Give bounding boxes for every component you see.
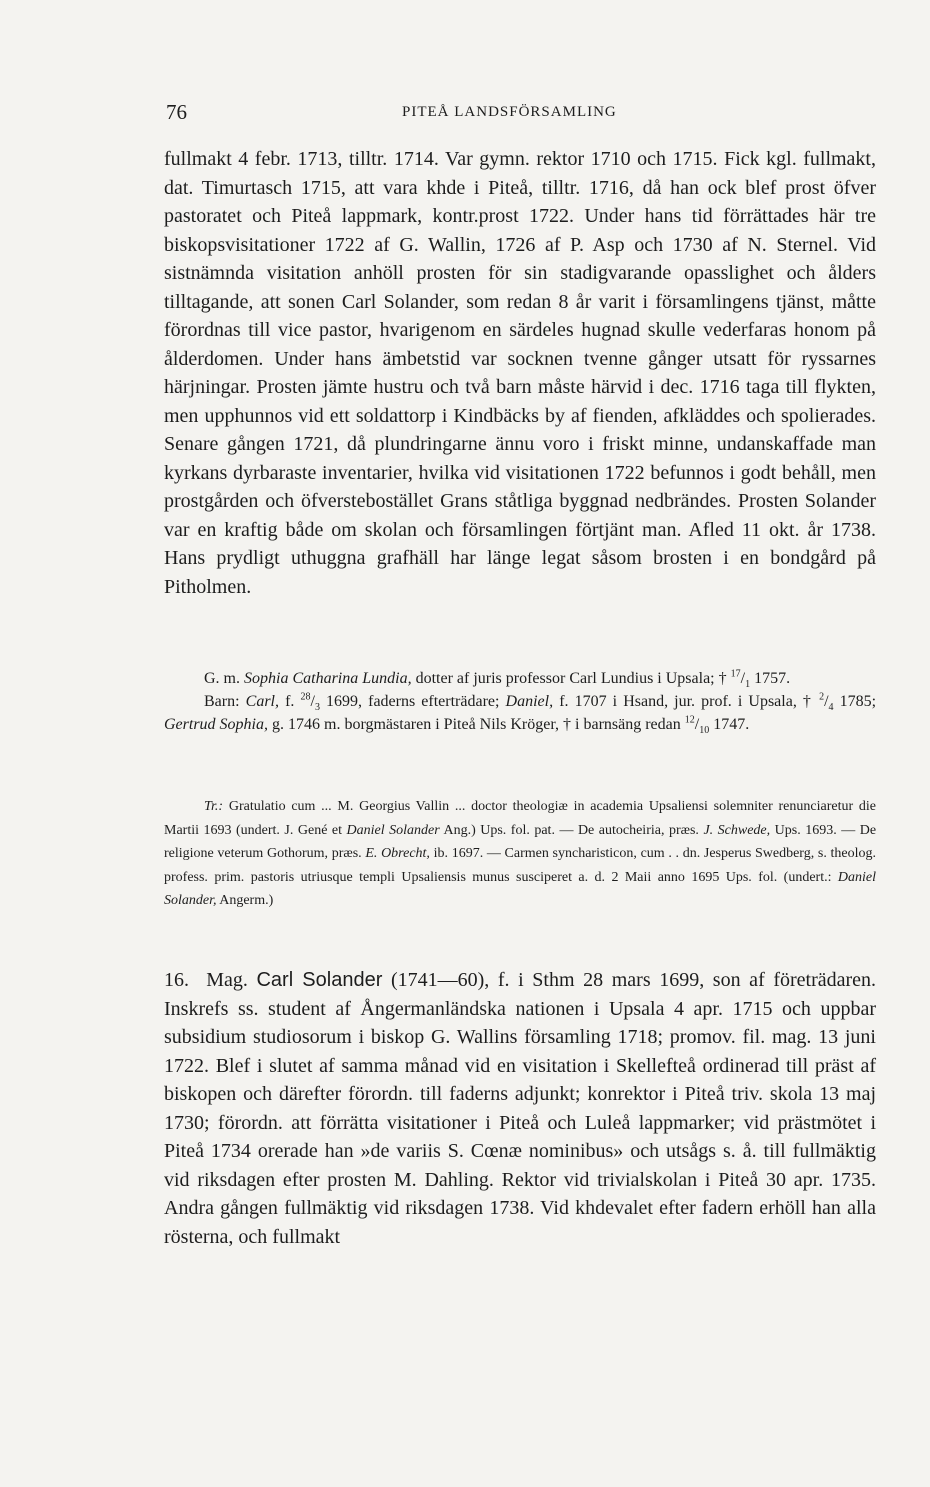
writings-section bbox=[164, 795, 876, 913]
child-carl: Carl, bbox=[245, 693, 279, 710]
writing-1-author: Daniel Solander bbox=[346, 822, 440, 838]
writing-4-author: Daniel Solander, bbox=[164, 869, 876, 908]
entry-person-name: Carl Solander bbox=[256, 969, 383, 991]
child-gertrud: Gertrud Sophia, bbox=[164, 716, 268, 733]
entry-16 bbox=[164, 966, 876, 1251]
children-label: Barn: bbox=[204, 693, 240, 710]
child-carl-born: f. bbox=[285, 693, 295, 710]
writing-4: ib. 1697. — Carmen syncharisticon, cum . . dn. Jesperus Swedberg, s. theolog. profess. prim. pastoris utriusque templi Upsaliensis munus susciperet a. d. 2 Maii anno 1695 Ups. fol. (undert.: bbox=[164, 846, 877, 885]
child-gertrud-death-month: 10 bbox=[699, 725, 710, 737]
running-title: PITEÅ LANDSFÖRSAMLING bbox=[402, 104, 617, 120]
writing-4-origin: Angerm.) bbox=[219, 893, 274, 908]
child-daniel: Daniel, bbox=[505, 693, 554, 710]
writing-2-praeses: J. Schwede, bbox=[703, 822, 771, 838]
writings-text bbox=[164, 795, 876, 913]
children-line: Barn: Carl, f. $^{28}/_3$ 1699, faderns efterträdare; Daniel, f. 1707 i Hsand, jur. prof. i Upsala, † $^2/_4$ 1785; Gertrud Sophia, g. 1746 m. borgmästaren i Piteå Nils Kröger, † i barnsäng redan $^{12}/_{10}$ 1747. bbox=[164, 691, 877, 737]
marriage-prefix: G. m. bbox=[204, 670, 240, 687]
writings-label: Tr.: bbox=[204, 799, 224, 814]
biography-text: fullmakt 4 febr. 1713, tilltr. 1714. Var gymn. rektor 1710 och 1715. Fick kgl. fullmakt, dat. Timurtasch 1715, att vara khde i Piteå, tilltr. 1716, då han ock blef prost öfver pastoratet och Piteå lappmark, kontr.prost 1722. Under hans tid förrättades här tre biskopsvisitationer 1722 af G. Wallin, 1726 af P. Asp och 1730 af N. Sternel. Vid sistnämnda visitation anhöll prosten för sin stadigvarande opasslighet och ålders tilltagande, att sonen Carl Solander, som redan 8 år varit i församlingens tjänst, måtte förordnas till vice pastor, hvarigenom en särdeles hugnad skulle vederfaras honom på ålderdomen. Under hans ämbetstid var socknen tvenne gånger utsatt för ryssarnes härjningar. Prosten jämte hustru och två barn måste härvid i dec. 1716 taga till flykten, men upphunnos vid ett soldattorp i Kindbäcks by af fienden, afkläddes och spolierades. Senare gången 1721, då plundringarne ännu voro i friskt minne, undanskaffade man kyrkans dyrbaraste inventarier, hvilka vid visitationen 1722 befunnos i godt behåll, men prostgården och öfverstebostället Grans ståtliga byggnad nedbrändes. Prosten Solander var en kraftig både om skolan och församlingen förtjänt man. Afled 11 okt. år 1738. Hans prydligt uthuggna grafhäll har länge legat såsom brosten i en bondgård på Pitholmen. bbox=[164, 148, 876, 598]
writing-3: Ups. 1693. — De religione veterum Gothorum, præs. bbox=[164, 822, 877, 861]
wife-details: dotter af juris professor Carl Lundius i Upsala; † bbox=[415, 670, 727, 687]
page-header bbox=[166, 100, 876, 130]
child-gertrud-details: g. 1746 m. borgmästaren i Piteå Nils Kröger, † i barnsäng redan bbox=[272, 716, 681, 733]
wife-death-day: 17 bbox=[730, 668, 741, 680]
entry-biography: (1741—60), f. i Sthm 28 mars 1699, son af företrädaren. Inskrefs ss. student af Ångermanländska nationen i Upsala 4 apr. 1715 och uppbar subsidium studiosorum i biskop G. Wallins församling 1718; promov. fil. mag. 13 juni 1722. Blef i slutet af samma månad vid en visitation i Skellefteå ordinerad till präst af biskopen och därefter förordn. till faderns adjunkt; konrektor i Piteå triv. skola 13 maj 1730; förordn. att förrätta visitationer i Piteå och Luleå lappmarker; vid prästmötet i Piteå 1734 orerade han »de variis S. Cœnæ nominibus» och utsågs s. å. till fullmäktig vid riksdagen efter prosten M. Dahling. Rektor vid trivialskolan i Piteå 30 apr. 1735. Andra gången fullmäktig vid riksdagen 1738. Vid khdevalet efter fadern erhöll han alla rösterna, och fullmakt bbox=[164, 969, 877, 1248]
child-carl-details: 1699, faderns efterträdare; bbox=[326, 693, 500, 710]
entry-16-text bbox=[164, 966, 876, 1251]
child-daniel-death-day: 2 bbox=[819, 691, 825, 703]
entry-title: Mag. bbox=[206, 969, 248, 991]
wife-name: Sophia Catharina Lundia, bbox=[244, 670, 412, 687]
writing-1: Gratulatio cum ... M. Georgius Vallin ... doctor theologiæ in academia Upsaliensi solemniter renunciaretur die Martii 1693 (undert. J. Gené et bbox=[164, 799, 876, 838]
writing-2: Ang.) Ups. fol. pat. — De autocheiria, præs. bbox=[443, 822, 699, 838]
child-daniel-death-month: 4 bbox=[828, 702, 834, 714]
child-carl-birth-day: 28 bbox=[300, 691, 311, 703]
marriage-line: G. m. Sophia Catharina Lundia, dotter af juris professor Carl Lundius i Upsala; † $^{17}/_1$ 1757. bbox=[204, 668, 791, 691]
child-gertrud-death-year: 1747. bbox=[713, 716, 750, 733]
wife-death-year: 1757. bbox=[754, 670, 791, 687]
child-daniel-death-year: 1785; bbox=[839, 693, 877, 710]
entry-number: 16. bbox=[164, 969, 189, 991]
wife-death-month: 1 bbox=[745, 679, 751, 691]
family-section bbox=[164, 667, 876, 736]
child-daniel-details: f. 1707 i Hsand, jur. prof. i Upsala, † bbox=[559, 693, 813, 710]
biography-paragraph bbox=[164, 145, 876, 601]
writing-3-praeses: E. Obrecht, bbox=[365, 846, 430, 861]
child-gertrud-death-day: 12 bbox=[684, 714, 695, 726]
child-carl-birth-month: 3 bbox=[314, 702, 320, 714]
page-number: 76 bbox=[166, 100, 187, 124]
